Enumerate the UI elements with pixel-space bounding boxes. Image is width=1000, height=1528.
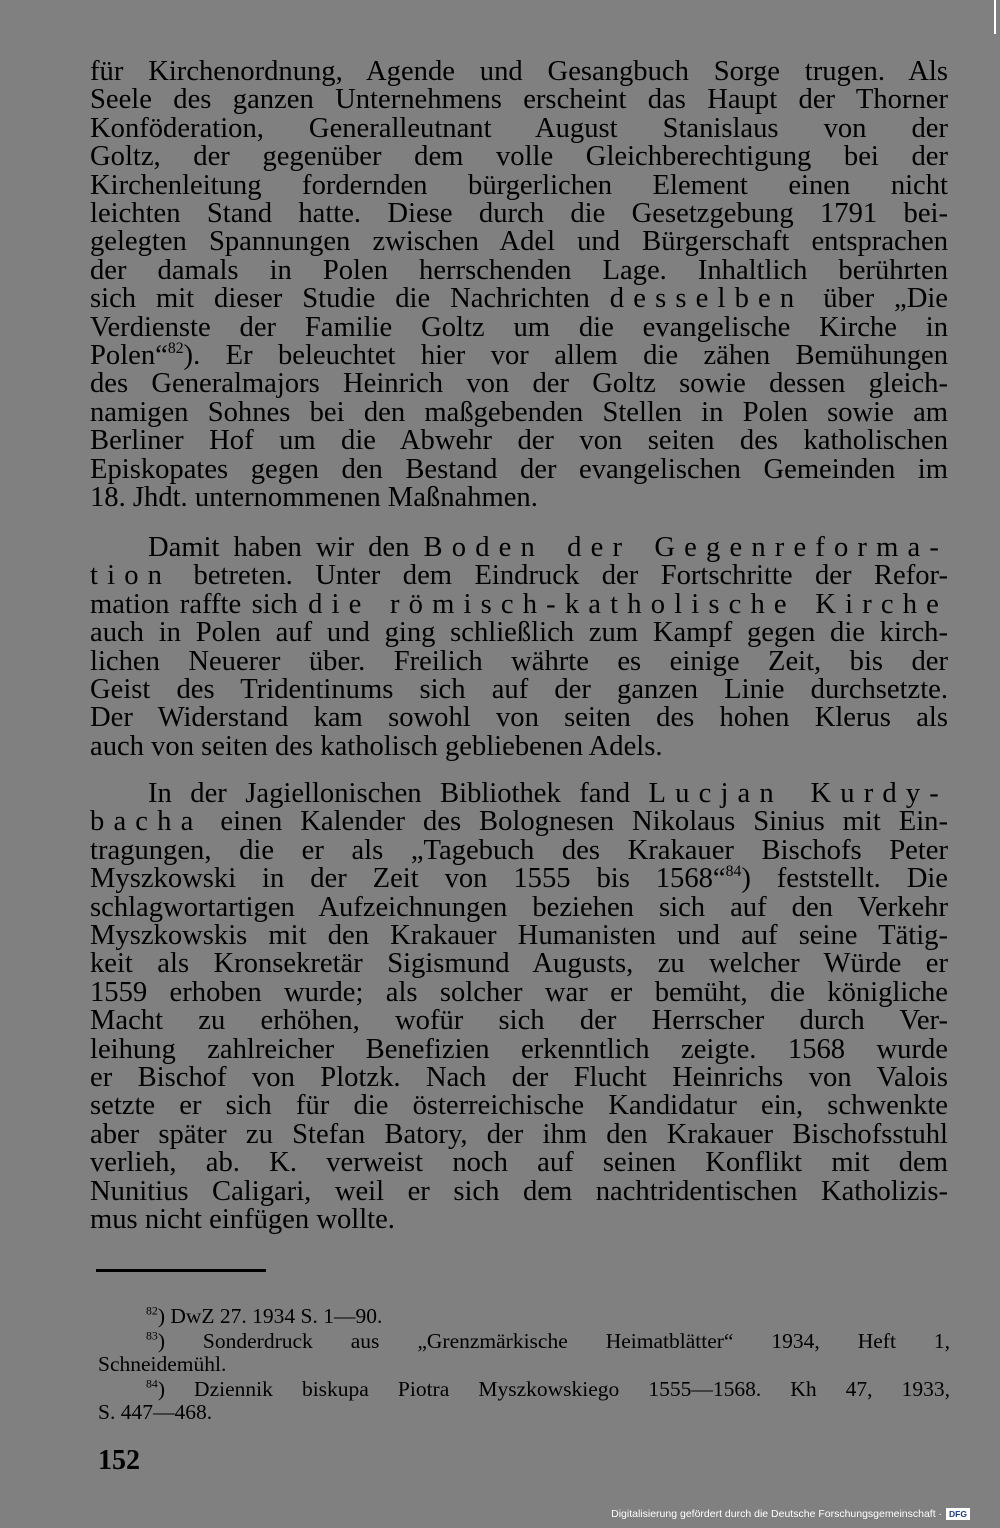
footnote-number: 83 <box>146 1328 158 1343</box>
text-line: Verdienste der Familie Goltz um die evangelische Kirche in <box>90 311 948 343</box>
text-line: Goltz, der gegenüber dem volle Gleichberechtigung bei der <box>90 141 948 173</box>
text-line: verlieh, ab. K. verweist noch auf seinen Konflikt mit dem <box>90 1147 948 1179</box>
text-segment: ). Er beleuchtet hier vor allem die zähen Bemühungen <box>183 340 948 372</box>
text-line: namigen Sohnes bei den maßgebenden Stellen in Polen sowie am <box>90 396 948 428</box>
footnote-text: ) DwZ 27. 1934 S. 1—90. <box>157 1304 383 1328</box>
footnote-ref: 82 <box>167 340 184 358</box>
text-segment: mation raffte sich <box>90 588 298 620</box>
text-line: auch in Polen auf und ging schließlich zum Kampf gegen die kirch- <box>90 617 948 649</box>
text-line <box>90 534 948 562</box>
text-line: schlagwortartigen Aufzeichnungen beziehen sich auf den Verkehr <box>90 891 948 923</box>
footnote-82 <box>98 1305 950 1328</box>
text-segment: über „Die <box>823 283 948 315</box>
text-line: Der Widerstand kam sowohl von seiten des hohen Klerus als <box>90 702 948 734</box>
credit-text: Digitalisierung gefördert durch die Deutsche Forschungsgemeinschaft · <box>611 1508 943 1520</box>
spaced-name: Lucjan Kurdy- <box>648 778 948 809</box>
page-number: 152 <box>98 1445 140 1476</box>
text-line: 1559 erhoben wurde; als solcher war er bemüht, die königliche <box>90 976 948 1008</box>
digitization-credit <box>611 1508 970 1520</box>
spaced-name: desselben <box>609 283 804 315</box>
footnote-line <box>98 1378 950 1401</box>
spaced-term: die römisch-katholische Kirche <box>308 588 949 620</box>
text-line <box>90 808 948 836</box>
text-line: setzte er sich für die österreichische Kandidatur ein, schwenkte <box>90 1090 948 1122</box>
footnote-line: Schneidemühl. <box>98 1352 227 1376</box>
footnote-text: ) Dziennik biskupa Piotra Myszkowskiego 1555—1568. Kh 47, 1933, <box>157 1377 950 1401</box>
text-line: aber später zu Stefan Batory, der ihm den Krakauer Bischofsstuhl <box>90 1118 948 1150</box>
text-line: Konföderation, Generalleutnant August Stanislaus von der <box>90 112 948 144</box>
paragraph-3 <box>90 780 948 1235</box>
footnote-ref: 84 <box>725 863 742 881</box>
text-line: gelegten Spannungen zwischen Adel und Bürgerschaft entsprachen <box>90 226 948 258</box>
text-line: Episkopates gegen den Bestand der evangelischen Gemeinden im <box>90 453 948 485</box>
footnote-line <box>98 1305 950 1328</box>
text-segment: einen Kalender des Bolognesen Nikolaus Sinius mit Ein- <box>220 806 948 838</box>
dfg-logo: DFG <box>946 1508 970 1520</box>
text-line: leichten Stand hatte. Diese durch die Gesetzgebung 1791 bei- <box>90 198 948 230</box>
text-line <box>90 562 948 590</box>
text-segment: Polen“ <box>90 340 168 372</box>
paragraph-2 <box>90 534 948 761</box>
spaced-term: tion <box>90 560 172 592</box>
text-line <box>90 588 949 620</box>
text-segment: sich mit dieser Studie die Nachrichten <box>90 283 590 315</box>
text-segment: In der Jagiellonischen Bibliothek fand <box>148 778 631 809</box>
text-line: der damals in Polen herrschenden Lage. Inhaltlich berührten <box>90 254 948 286</box>
text-line: des Generalmajors Heinrich von der Goltz sowie dessen gleich- <box>90 368 948 400</box>
footnote-line <box>98 1330 950 1353</box>
text-line: er Bischof von Plotzk. Nach der Flucht Heinrichs von Valois <box>90 1062 948 1094</box>
text-segment: Damit haben wir den <box>148 532 410 563</box>
text-line <box>90 285 948 313</box>
scan-edge-mark <box>994 0 996 34</box>
text-segment: Myszkowski in der Zeit von 1555 bis 1568“ <box>90 863 726 895</box>
footnote-number: 82 <box>146 1303 158 1318</box>
text-line: Berliner Hof um die Abwehr der von seiten des katholischen <box>90 425 948 457</box>
text-line: Nunitius Caligari, weil er sich dem nachtridentischen Katholizis- <box>90 1175 948 1207</box>
text-line <box>90 780 948 808</box>
text-line: Kirchenleitung fordernden bürgerlichen Element einen nicht <box>90 169 948 201</box>
text-line: tragungen, die er als „Tagebuch des Krakauer Bischofs Peter <box>90 834 948 866</box>
footnote-number: 84 <box>146 1376 158 1391</box>
text-line: auch von seiten des katholisch gebliebenen Adels. <box>90 730 663 762</box>
text-line: 18. Jhdt. unternommenen Maßnahmen. <box>90 482 538 514</box>
footnote-83 <box>98 1330 950 1376</box>
paragraph-1 <box>90 58 948 513</box>
spaced-term: Boden der Gegenreforma- <box>423 532 948 563</box>
footnote-line: S. 447—468. <box>98 1400 213 1424</box>
text-line: für Kirchenordnung, Agende und Gesangbuch Sorge trugen. Als <box>90 56 948 87</box>
spaced-name: bacha <box>90 806 203 838</box>
text-line: lichen Neuerer über. Freilich währte es einige Zeit, bis der <box>90 645 948 677</box>
text-line: leihung zahlreicher Benefizien erkenntlich zeigte. 1568 wurde <box>90 1033 948 1065</box>
text-line: Macht zu erhöhen, wofür sich der Herrscher durch Ver- <box>90 1005 948 1037</box>
text-line: mus nicht einfügen wollte. <box>90 1204 395 1236</box>
text-line: keit als Kronsekretär Sigismund Augusts, zu welcher Würde er <box>90 948 948 980</box>
text-line <box>90 342 948 370</box>
footnote-divider <box>96 1269 266 1272</box>
text-line: Myszkowskis mit den Krakauer Humanisten und auf seine Tätig- <box>90 920 948 952</box>
text-segment: betreten. Unter dem Eindruck der Fortschritte der Refor- <box>193 560 948 592</box>
text-segment: ) feststellt. Die <box>741 863 948 895</box>
text-line: Seele des ganzen Unternehmens erscheint das Haupt der Thorner <box>90 84 948 116</box>
text-line <box>90 865 948 893</box>
text-line: Geist des Tridentinums sich auf der ganzen Linie durchsetzte. <box>90 674 948 706</box>
footnote-text: ) Sonderdruck aus „Grenzmärkische Heimatblätter“ 1934, Heft 1, <box>157 1329 950 1353</box>
footnote-84 <box>98 1378 950 1424</box>
